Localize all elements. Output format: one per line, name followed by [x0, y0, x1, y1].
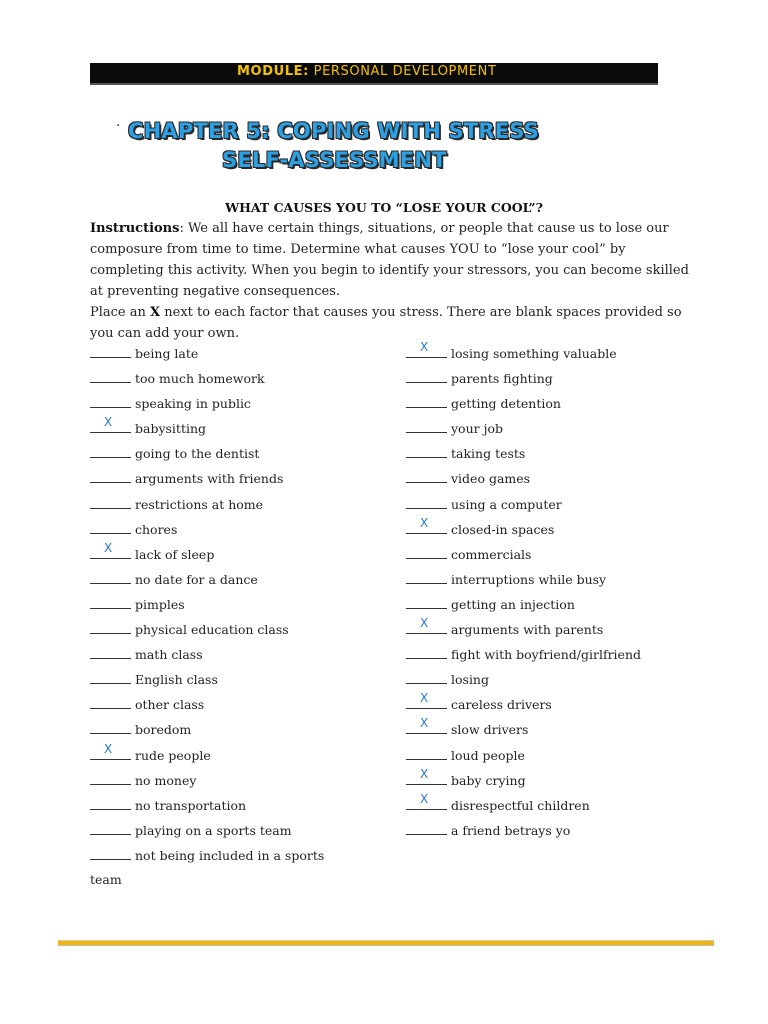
checklist-item [406, 394, 706, 419]
checklist-item-label: playing on a sports team [135, 822, 292, 838]
answer-blank[interactable] [90, 469, 131, 483]
answer-blank[interactable] [406, 595, 447, 609]
checklist-item [90, 645, 390, 670]
answer-blank[interactable] [406, 444, 447, 458]
module-header-text [237, 64, 496, 79]
checklist-item-label: baby crying [451, 772, 526, 788]
checklist-item-label: speaking in public [135, 396, 251, 412]
checklist-item-label: math class [135, 647, 203, 663]
checklist-item [90, 540, 390, 570]
x-mark: X [420, 616, 429, 631]
checklist-item [90, 595, 390, 620]
checklist-item [90, 495, 390, 520]
answer-blank[interactable] [90, 771, 131, 785]
answer-blank[interactable] [406, 766, 447, 785]
checklist-item [90, 369, 390, 394]
checklist-item-label: pimples [135, 596, 185, 612]
checklist-item [90, 344, 390, 369]
instructions-label: Instructions [90, 221, 180, 236]
checklist-item-label: disrespectful children [451, 797, 590, 813]
checklist-item [406, 670, 706, 695]
module-label: MODULE: [237, 64, 309, 79]
answer-blank[interactable] [90, 520, 131, 534]
answer-blank[interactable] [90, 394, 131, 408]
x-mark: X [104, 540, 113, 555]
checklist-item-label: other class [135, 697, 205, 713]
checklist-item-label: English class [135, 672, 218, 688]
checklist-item [90, 520, 390, 545]
answer-blank[interactable] [406, 369, 447, 383]
answer-blank[interactable] [406, 570, 447, 584]
checklist-item [406, 469, 706, 494]
checklist-item [90, 821, 390, 846]
checklist-item [406, 821, 706, 846]
checklist-item-label: chores [135, 521, 178, 537]
checklist-item-label: arguments with parents [451, 622, 604, 638]
checklist-item [406, 419, 706, 444]
checklist-item [90, 570, 390, 595]
module-name: PERSONAL DEVELOPMENT [313, 64, 497, 79]
chapter-title-line2: SELF-ASSESSMENT [222, 148, 447, 172]
checklist-item [406, 595, 706, 620]
x-mark: X [420, 766, 429, 781]
answer-blank[interactable] [90, 415, 131, 433]
instructions-mark-letter: X [150, 305, 161, 320]
module-header-bar [90, 63, 658, 85]
checklist-item-label: fight with boyfriend/girlfriend [451, 647, 642, 663]
checklist-item-label: arguments with friends [135, 471, 284, 487]
checklist-item-label: interruptions while busy [451, 571, 607, 587]
answer-blank[interactable] [90, 369, 131, 383]
right-checklist [406, 340, 706, 846]
checklist-item [90, 415, 390, 444]
x-mark: X [420, 716, 429, 731]
checklist-item-label: no money [135, 772, 197, 788]
answer-blank[interactable] [90, 821, 131, 835]
checklist-item [406, 791, 706, 821]
checklist-item [406, 515, 706, 545]
checklist-item [406, 444, 706, 469]
instructions-paragraph [90, 218, 690, 344]
answer-blank[interactable] [90, 796, 131, 810]
checklist-item-label: rude people [135, 747, 211, 763]
answer-blank[interactable] [90, 620, 131, 634]
checklist-item-label: lack of sleep [135, 546, 215, 562]
checklist-item-label: getting an injection [451, 596, 575, 612]
checklist-item-label: getting detention [451, 396, 561, 412]
checklist-item-label: commercials [451, 546, 532, 562]
answer-blank[interactable] [406, 495, 447, 509]
checklist-item [90, 695, 390, 720]
checklist-item [406, 766, 706, 796]
answer-blank[interactable] [406, 645, 447, 659]
checklist-item [90, 469, 390, 494]
checklist-item-label: babysitting [135, 421, 207, 437]
answer-blank[interactable] [406, 716, 447, 734]
answer-blank[interactable] [90, 645, 131, 659]
answer-blank[interactable] [90, 344, 131, 358]
checklist-item [90, 741, 390, 771]
checklist-item [406, 495, 706, 520]
answer-blank[interactable] [406, 515, 447, 534]
checklist-item-label: loud people [451, 747, 525, 763]
checklist-item-label: video games [451, 471, 531, 487]
checklist-item-label: slow drivers [451, 722, 529, 738]
checklist-item-label: closed-in spaces [451, 521, 555, 537]
checklist-item-label: no date for a dance [135, 571, 258, 587]
answer-blank[interactable] [90, 846, 131, 860]
chapter-title-line1: CHAPTER 5: COPING WITH STRESS [128, 119, 539, 143]
checklist-item-label: not being included in a sports [135, 847, 325, 863]
instructions-text-2a: Place an [90, 305, 151, 320]
checklist-item-label: your job [451, 421, 503, 437]
answer-blank[interactable] [406, 394, 447, 408]
checklist-item-label: restrictions at home [135, 496, 264, 512]
checklist-item-label: physical education class [135, 622, 289, 638]
answer-blank[interactable] [406, 419, 447, 433]
checklist-item-label: taking tests [451, 446, 526, 462]
answer-blank[interactable] [406, 691, 447, 709]
checklist-item [90, 670, 390, 695]
checklist-item [406, 645, 706, 670]
answer-blank[interactable] [406, 746, 447, 760]
answer-blank[interactable] [406, 821, 447, 835]
answer-blank[interactable] [90, 670, 131, 684]
checklist-item [90, 620, 390, 645]
checklist-item [406, 340, 706, 369]
answer-blank[interactable] [406, 469, 447, 483]
checklist-item [406, 570, 706, 595]
checklist-item [90, 444, 390, 469]
checklist-item-label: going to the dentist [135, 446, 260, 462]
chapter-title [128, 117, 548, 175]
worksheet-question: WHAT CAUSES YOU TO “LOSE YOUR COOL”? [225, 200, 543, 215]
checklist-item-label: parents fighting [451, 371, 553, 387]
checklist-item-label: a friend betrays yo [451, 822, 571, 838]
answer-blank[interactable] [406, 616, 447, 634]
title-bullet: · [116, 118, 121, 134]
x-mark: X [104, 415, 113, 430]
answer-blank[interactable] [406, 545, 447, 559]
checklist-item [406, 716, 706, 745]
x-mark: X [420, 515, 429, 530]
answer-blank[interactable] [406, 670, 447, 684]
x-mark: X [420, 691, 429, 706]
checklist-item-label: too much homework [135, 371, 265, 387]
answer-blank[interactable] [90, 444, 131, 458]
checklist-item-label: losing something valuable [451, 346, 617, 361]
answer-blank[interactable] [90, 695, 131, 709]
x-mark: X [420, 791, 429, 806]
answer-blank[interactable] [90, 741, 131, 760]
x-mark: X [104, 741, 113, 756]
checklist-item [406, 545, 706, 570]
checklist-item [90, 771, 390, 796]
answer-blank[interactable] [406, 340, 447, 358]
left-item-continuation: team [90, 872, 122, 887]
instructions-text: : We all have certain things, situations, or people that cause us to lose our composure from time to time. Determine what causes YOU to “lose your cool” by completing this activity. When you begin to identify your stressors, you can become skilled at preventing negative consequences. [90, 221, 689, 299]
answer-blank[interactable] [406, 791, 447, 810]
checklist-item [90, 846, 390, 871]
answer-blank[interactable] [90, 540, 131, 559]
checklist-item [90, 796, 390, 821]
footer-bar [58, 940, 714, 946]
checklist-item-label: being late [135, 346, 199, 361]
checklist-item [90, 720, 390, 745]
checklist-item [90, 394, 390, 419]
checklist-item-label: using a computer [451, 496, 562, 512]
checklist-item-label: careless drivers [451, 697, 552, 713]
answer-blank[interactable] [90, 595, 131, 609]
checklist-item [406, 746, 706, 771]
answer-blank[interactable] [90, 720, 131, 734]
answer-blank[interactable] [90, 495, 131, 509]
checklist-item-label: boredom [135, 722, 192, 738]
checklist-item [406, 691, 706, 720]
checklist-item-label: no transportation [135, 797, 247, 813]
x-mark: X [420, 340, 429, 354]
checklist-item [406, 616, 706, 645]
checklist-item-label: losing [451, 672, 489, 688]
instructions-text-2b: next to each factor that causes you stress. There are blank spaces provided so you can add your own. [90, 305, 682, 341]
checklist-item [406, 369, 706, 394]
answer-blank[interactable] [90, 570, 131, 584]
left-checklist [90, 344, 390, 871]
